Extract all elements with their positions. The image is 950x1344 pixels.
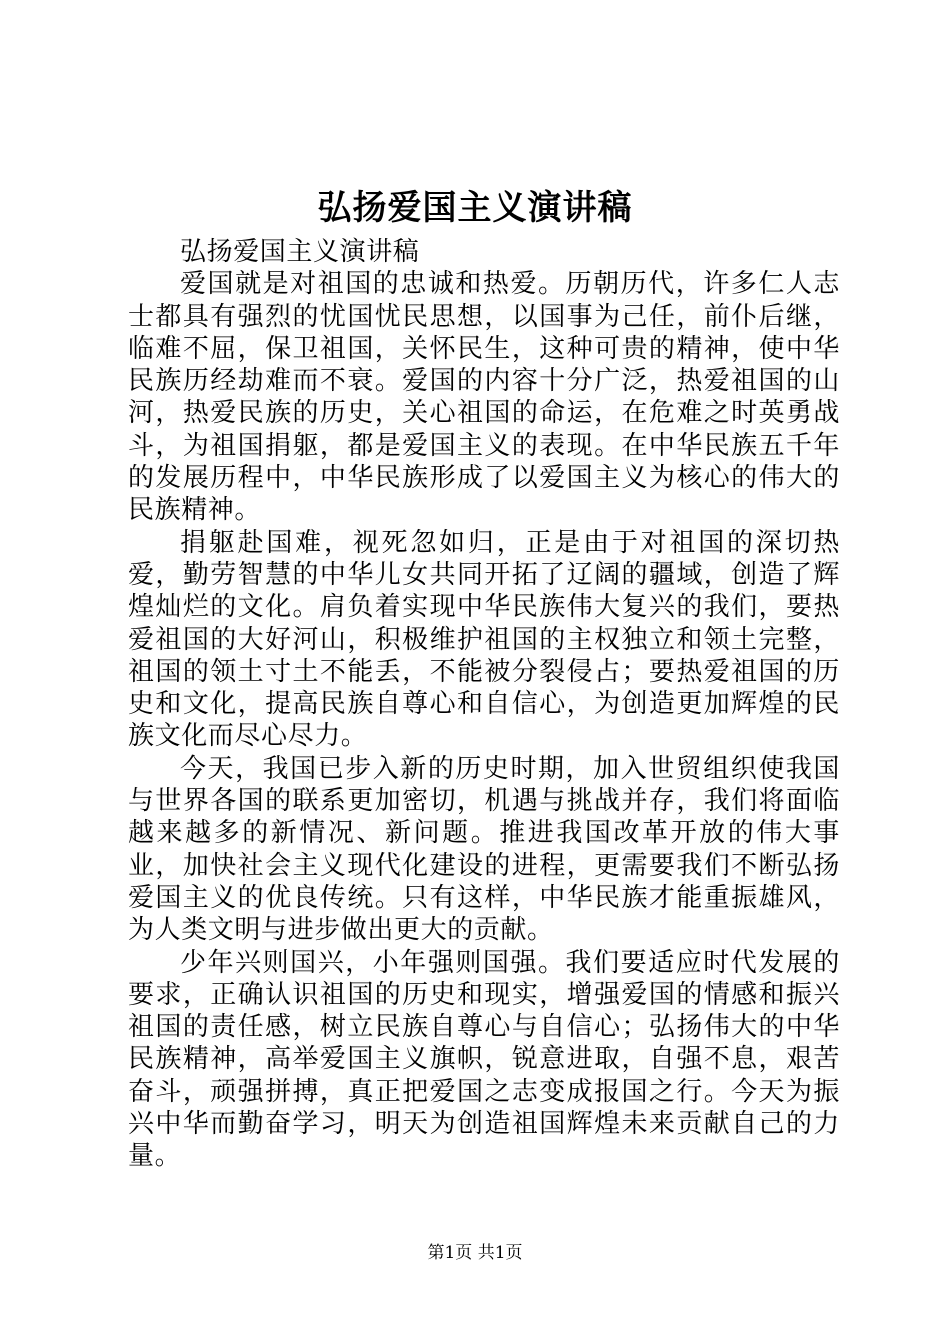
- paragraph-subtitle: 弘扬爱国主义演讲稿: [180, 237, 420, 267]
- document-body: [128, 236, 840, 1173]
- page-footer: 第1页 共1页: [427, 1243, 523, 1263]
- paragraph-1: 爱国就是对祖国的忠诚和热爱。历朝历代，许多仁人志士都具有强烈的忧国忧民思想，以国事为己任，前仆后继，临难不屈，保卫祖国，关怀民生，这种可贵的精神，使中华民族历经劫难而不衰。爱国的内容十分广泛，热爱祖国的山河，热爱民族的历史，关心祖国的命运，在危难之时英勇战斗，为祖国捐躯，都是爱国主义的表现。在中华民族五千年的发展历程中，中华民族形成了以爱国主义为核心的伟大的民族精神。: [128, 269, 840, 526]
- paragraph-2: 捐躯赴国难，视死忽如归，正是由于对祖国的深切热爱，勤劳智慧的中华儿女共同开拓了辽阔的疆域，创造了辉煌灿烂的文化。肩负着实现中华民族伟大复兴的我们，要热爱祖国的大好河山，积极维护祖国的主权独立和领土完整，祖国的领土寸土不能丢，不能被分裂侵占；要热爱祖国的历史和文化，提高民族自尊心和自信心，为创造更加辉煌的民族文化而尽心尽力。: [128, 527, 840, 752]
- paragraph-4: 少年兴则国兴，小年强则国强。我们要适应时代发展的要求，正确认识祖国的历史和现实，增强爱国的情感和振兴祖国的责任感，树立民族自尊心与自信心；弘扬伟大的中华民族精神，高举爱国主义旗帜，锐意进取，自强不息，艰苦奋斗，顽强拼搏，真正把爱国之志变成报国之行。今天为振兴中华而勤奋学习，明天为创造祖国辉煌未来贡献自己的力量。: [128, 947, 840, 1172]
- paragraph-3: 今天，我国已步入新的历史时期，加入世贸组织使我国与世界各国的联系更加密切，机遇与挑战并存，我们将面临越来越多的新情况、新问题。推进我国改革开放的伟大事业，加快社会主义现代化建设的进程，更需要我们不断弘扬爱国主义的优良传统。只有这样，中华民族才能重振雄风，为人类文明与进步做出更大的贡献。: [128, 753, 840, 946]
- document-title: 弘扬爱国主义演讲稿: [317, 188, 633, 228]
